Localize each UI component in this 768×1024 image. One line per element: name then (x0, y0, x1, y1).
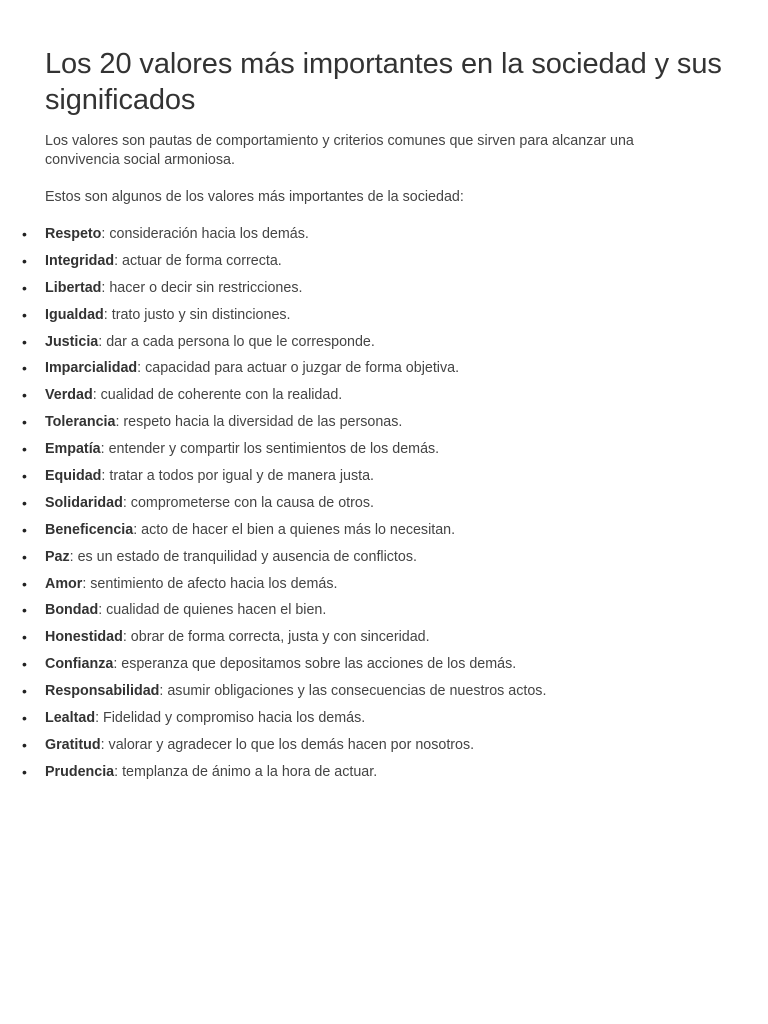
list-item (22, 306, 728, 333)
value-term: Tolerancia (45, 414, 116, 431)
value-term: Respeto (45, 226, 102, 242)
list-item (22, 601, 728, 628)
value-definition: : Fidelidad y compromiso hacia los demás. (95, 710, 366, 727)
values-list (22, 225, 728, 790)
value-term: Paz (45, 548, 70, 565)
list-item (22, 225, 728, 252)
value-term: Libertad (45, 279, 102, 296)
value-definition: : obrar de forma correcta, justa y con sinceridad. (122, 629, 430, 646)
value-term: Prudencia (45, 763, 115, 780)
lead-paragraph: Estos son algunos de los valores más importantes de la sociedad: (45, 189, 464, 205)
value-definition: : comprometerse con la causa de otros. (122, 494, 374, 511)
bullet-icon: • (22, 279, 27, 296)
list-item (22, 682, 728, 709)
value-term: Confianza (45, 656, 114, 673)
value-term: Igualdad (45, 306, 104, 323)
list-item (22, 359, 728, 386)
list-item (22, 440, 728, 467)
value-term: Gratitud (45, 736, 101, 753)
list-item (22, 413, 728, 440)
value-term: Beneficencia (45, 521, 134, 538)
bullet-icon: • (22, 710, 27, 727)
list-item (22, 252, 728, 279)
bullet-icon: • (22, 683, 27, 700)
bullet-icon: • (22, 333, 27, 350)
intro-paragraph: Los valores son pautas de comportamiento y criterios comunes que sirven para alcanzar una convivencia social armoniosa. (45, 133, 634, 168)
value-definition: : capacidad para actuar o juzgar de forma objetiva. (137, 360, 460, 377)
value-term: Equidad (45, 468, 102, 485)
bullet-icon: • (22, 575, 27, 592)
bullet-icon: • (22, 629, 27, 646)
value-definition: : es un estado de tranquilidad y ausencia de conflictos. (69, 548, 417, 565)
bullet-icon: • (22, 548, 27, 565)
bullet-icon: • (22, 360, 27, 377)
list-item (22, 279, 728, 306)
bullet-icon: • (22, 468, 27, 485)
value-term: Imparcialidad (45, 360, 138, 377)
value-definition: : dar a cada persona lo que le corresponde. (98, 333, 375, 350)
bullet-icon: • (22, 252, 27, 269)
value-definition: : consideración hacia los demás. (101, 226, 309, 242)
bullet-icon: • (22, 656, 27, 673)
list-item (22, 386, 728, 413)
value-definition: : cualidad de coherente con la realidad. (92, 387, 343, 404)
value-definition: : asumir obligaciones y las consecuencias de nuestros actos. (159, 683, 547, 700)
bullet-icon: • (22, 414, 27, 431)
list-item (22, 467, 728, 494)
value-term: Responsabilidad (45, 683, 160, 700)
bullet-icon: • (22, 521, 27, 538)
value-definition: : acto de hacer el bien a quienes más lo necesitan. (133, 521, 456, 538)
list-item (22, 521, 728, 548)
value-term: Lealtad (45, 710, 96, 727)
list-item (22, 333, 728, 360)
bullet-icon: • (22, 736, 27, 753)
bullet-icon: • (22, 306, 27, 323)
bullet-icon: • (22, 441, 27, 458)
page-title: Los 20 valores más importantes en la sociedad y sus significados (45, 48, 722, 116)
value-term: Amor (45, 575, 83, 592)
bullet-icon: • (22, 226, 27, 242)
value-definition: : esperanza que depositamos sobre las acciones de los demás. (113, 656, 517, 673)
list-item (22, 494, 728, 521)
list-item (22, 548, 728, 575)
value-definition: : actuar de forma correcta. (114, 252, 282, 269)
list-item (22, 736, 728, 763)
value-definition: : trato justo y sin distinciones. (103, 306, 291, 323)
list-item (22, 763, 728, 790)
value-definition: : tratar a todos por igual y de manera justa. (101, 468, 374, 485)
value-definition: : entender y compartir los sentimientos de los demás. (100, 441, 440, 458)
bullet-icon: • (22, 763, 27, 780)
value-term: Empatía (45, 441, 101, 458)
value-definition: : valorar y agradecer lo que los demás hacen por nosotros. (100, 736, 475, 753)
list-item (22, 575, 728, 602)
value-definition: : hacer o decir sin restricciones. (101, 279, 303, 296)
value-definition: : respeto hacia la diversidad de las personas. (115, 414, 403, 431)
value-term: Justicia (45, 333, 99, 350)
value-term: Integridad (45, 252, 115, 269)
list-item (22, 655, 728, 682)
value-term: Solidaridad (45, 494, 123, 511)
list-item (22, 709, 728, 736)
bullet-icon: • (22, 494, 27, 511)
value-definition: : templanza de ánimo a la hora de actuar. (114, 763, 378, 780)
list-item (22, 628, 728, 655)
value-term: Honestidad (45, 629, 123, 646)
bullet-icon: • (22, 387, 27, 404)
value-definition: : cualidad de quienes hacen el bien. (98, 602, 327, 619)
bullet-icon: • (22, 602, 27, 619)
value-term: Verdad (45, 387, 93, 404)
value-term: Bondad (45, 602, 99, 619)
value-definition: : sentimiento de afecto hacia los demás. (82, 575, 338, 592)
